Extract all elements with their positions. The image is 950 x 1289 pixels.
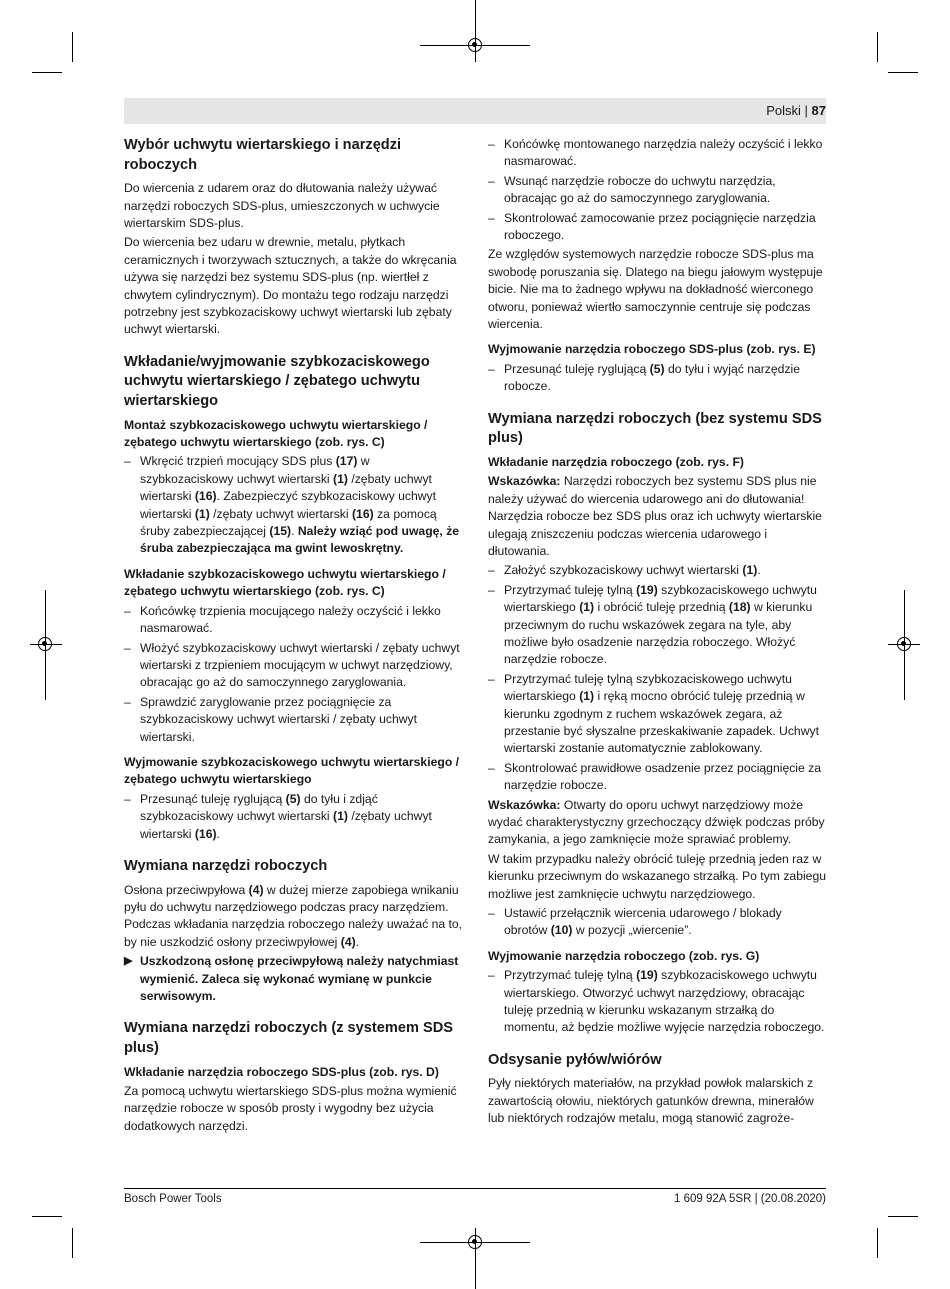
section-title: Wybór uchwytu wiertarskiego i narzędzi roboczych (124, 137, 402, 173)
paragraph: Ze względów systemowych narzędzie robocze SDS-plus ma swobodę poruszania się. Dlatego na biegu jałowym występuje bicie. Nie ma to żadnego wpływu na dokładność wierconego otworu, ponieważ wiertło samoczynnie centruje się podczas wiercenia. (488, 247, 823, 332)
subsection-heading: Wyjmowanie szybkozaciskowego uchwytu wiertarskiego / zębatego uchwytu wiertarskiego (124, 754, 460, 787)
subsection-heading: Wkładanie narzędzia roboczego (zob. rys. F) (488, 454, 744, 469)
list-item: – Założyć szybkozaciskowy uchwyt wiertarski (1). (488, 562, 828, 579)
subsection-heading: Wkładanie narzędzia roboczego SDS-plus (zob. rys. D) (124, 1064, 439, 1079)
page-header (766, 103, 826, 118)
list-item: – Włożyć szybkozaciskowy uchwyt wiertarski / zębaty uchwyt wiertarski z trzpieniem mocującym w uchwyt narzędziowy, obracając go aż do samoczynnego zaryglowania. (124, 640, 464, 692)
footer-doc-id: 1 609 92A 5SR | (20.08.2020) (674, 1193, 826, 1205)
step-list (488, 361, 828, 396)
crop-mark (32, 72, 62, 73)
list-item: – Przesunąć tuleję ryglującą (5) do tyłu i wyjąć narzędzie robocze. (488, 361, 828, 396)
step-list (124, 603, 464, 746)
crop-mark (888, 72, 918, 73)
registration-mark-icon (38, 637, 52, 651)
section-title: Wkładanie/wyjmowanie szybkozaciskowego uchwytu wiertarskiego / zębatego uchwytu wiertarskiego (124, 353, 430, 410)
left-column (124, 136, 464, 1137)
step-list (124, 791, 464, 843)
step-list (488, 562, 828, 794)
header-bar (124, 98, 826, 124)
crop-mark (877, 32, 878, 62)
step-list (488, 136, 828, 244)
list-item: – Sprawdzić zaryglowanie przez pociągnięcie za szybkozaciskowy uchwyt wiertarski / zębaty uchwyt wiertarski. (124, 694, 464, 746)
step-list (124, 453, 464, 557)
section-title: Wymiana narzędzi roboczych (z systemem SDS plus) (124, 1020, 454, 1056)
paragraph: W takim przypadku należy obrócić tuleję przednią jeden raz w kierunku przeciwnym do wskazanego strzałką. Po tym zabiegu możliwe jest zamknięcie uchwytu narzędziowego. (488, 851, 827, 901)
crop-mark (888, 1216, 918, 1217)
paragraph: Osłona przeciwpyłowa (4) w dużej mierze zapobiega wnikaniu pyłu do uchwytu narzędziowego podczas pracy narzędziem. Podczas wkładania narzędzia roboczego należy uważać na to, by nie uszkodzić osłony przeciwpyłowej (4). (124, 882, 463, 949)
list-item: – Skontrolować zamocowanie przez pociągnięcie narzędzia roboczego. (488, 210, 828, 245)
list-item: – Wsunąć narzędzie robocze do uchwytu narzędzia, obracając go aż do samoczynnego zaryglowania. (488, 173, 828, 208)
crop-mark (72, 1228, 73, 1258)
subsection-heading: Wkładanie szybkozaciskowego uchwytu wiertarskiego / zębatego uchwytu wiertarskiego (zob. rys. C) (124, 566, 446, 599)
header-language: Polski (766, 103, 801, 118)
section-title: Odsysanie pyłów/wiórów (488, 1051, 662, 1068)
subsection-heading: Montaż szybkozaciskowego uchwytu wiertarskiego / zębatego uchwytu wiertarskiego (zob. rys. C) (124, 417, 428, 450)
note-paragraph: Wskazówka: Narzędzi roboczych bez systemu SDS plus nie należy używać do wiercenia udarowego ani do dłutowania! Narzędzia robocze bez SDS plus oraz ich uchwyty wiertarskie ulegają zniszczeniu podczas wiercenia udarowego i dłutowania. (488, 474, 822, 558)
crop-mark (72, 32, 73, 62)
registration-mark-icon (897, 637, 911, 651)
list-item: – Przesunąć tuleję ryglującą (5) do tyłu i zdjąć szybkozaciskowy uchwyt wiertarski (1) /zębaty uchwyt wiertarski (16). (124, 791, 464, 843)
crop-mark (877, 1228, 878, 1258)
list-item: – Końcówkę montowanego narzędzia należy oczyścić i lekko nasmarować. (488, 136, 828, 171)
list-item: – Końcówkę trzpienia mocującego należy oczyścić i lekko nasmarować. (124, 603, 464, 638)
section-title: Wymiana narzędzi roboczych (bez systemu SDS plus) (488, 410, 822, 447)
list-item: – Przytrzymać tuleję tylną (19) szybkozaciskowego uchwytu wiertarskiego (1) i obrócić tuleję przednią (18) w kierunku przeciwnym do ruchu wskazówek zegara na tyle, aby możliwe było osadzenie narzędzia roboczego. Włożyć narzędzie robocze. (488, 582, 828, 669)
paragraph: Do wiercenia z udarem oraz do dłutowania należy używać narzędzi roboczych SDS-plus, umieszczonych w uchwycie wiertarskim SDS-plus. (124, 181, 440, 230)
right-column (488, 136, 828, 1130)
list-item: – Ustawić przełącznik wiercenia udarowego / blokady obrotów (10) w pozycji „wiercenie”. (488, 905, 828, 940)
page-number: 87 (811, 103, 826, 118)
footer-brand: Bosch Power Tools (124, 1193, 222, 1205)
footer-rule (124, 1188, 826, 1189)
registration-mark-icon (468, 1235, 482, 1249)
section-title: Wymiana narzędzi roboczych (124, 857, 328, 874)
list-item: – Przytrzymać tuleję tylną szybkozaciskowego uchwytu wiertarskiego (1) i ręką mocno obrócić tuleję przednią w kierunku zgodnym z ruchem wskazówek zegara, aż przestanie być słyszalne przeskakiwanie zapadek. Uchwyt wiertarski zostanie automatycznie zablokowany. (488, 671, 828, 758)
step-list (488, 905, 828, 940)
subsection-heading: Wyjmowanie narzędzia roboczego (zob. rys. G) (488, 948, 760, 963)
crop-mark (475, 0, 476, 62)
crop-mark (32, 1216, 62, 1217)
registration-mark-icon (468, 38, 482, 52)
subsection-heading: Wyjmowanie narzędzia roboczego SDS-plus (zob. rys. E) (488, 342, 816, 357)
paragraph: Do wiercenia bez udaru w drewnie, metalu, płytkach ceramicznych i tworzywach sztucznych, a także do wkręcania używa się narzędzi bez systemu SDS-plus (np. wiertłeł z chwytem cylindrycznym). Do montażu tego rodzaju narzędzi potrzebny jest szybkozaciskowy uchwyt wiertarski lub zębaty uchwyt wiertarski. (124, 235, 457, 337)
header-separator: | (804, 103, 808, 118)
list-item: – Przytrzymać tuleję tylną (19) szybkozaciskowego uchwytu wiertarskiego. Otworzyć uchwyt narzędziowy, obracając tuleję przednią w kierunku wskazanym strzałką do momentu, aż będzie możliwe wyjęcie narzędzia roboczego. (488, 967, 828, 1037)
list-item: – Wkręcić trzpień mocujący SDS plus (17) w szybkozaciskowy uchwyt wiertarski (1) /zębaty uchwyt wiertarski (16). Zabezpieczyć szybkozaciskowy uchwyt wiertarski (1) /zębaty uchwyt wiertarski (16) za pomocą śruby zabezpieczającej (15). Należy wziąć pod uwagę, że śruba zabezpieczająca ma gwint lewoskrętny. (124, 453, 464, 557)
paragraph: Za pomocą uchwytu wiertarskiego SDS-plus można wymienić narzędzie robocze w sposób prosty i wygodny bez użycia dodatkowych narzędzi. (124, 1084, 457, 1133)
paragraph: Pyły niektórych materiałów, na przykład powłok malarskich z zawartością ołowiu, niektórych gatunków drewna, minerałów lub niektórych rodzajów metalu, mogą stanowić zagroże- (488, 1076, 814, 1126)
list-item: – Skontrolować prawidłowe osadzenie przez pociągnięcie za narzędzie robocze. (488, 760, 828, 795)
warning-note: ▶ Uszkodzoną osłonę przeciwpyłową należy natychmiast wymienić. Zaleca się wykonać wymianę w punkcie serwisowym. (124, 953, 464, 1005)
step-list (488, 967, 828, 1037)
note-paragraph: Wskazówka: Otwarty do oporu uchwyt narzędziowy może wydać charakterystyczny grzechoczący dźwięk podczas próby zamykania, a jego zamknięcie może sprawiać problemy. (488, 797, 825, 847)
